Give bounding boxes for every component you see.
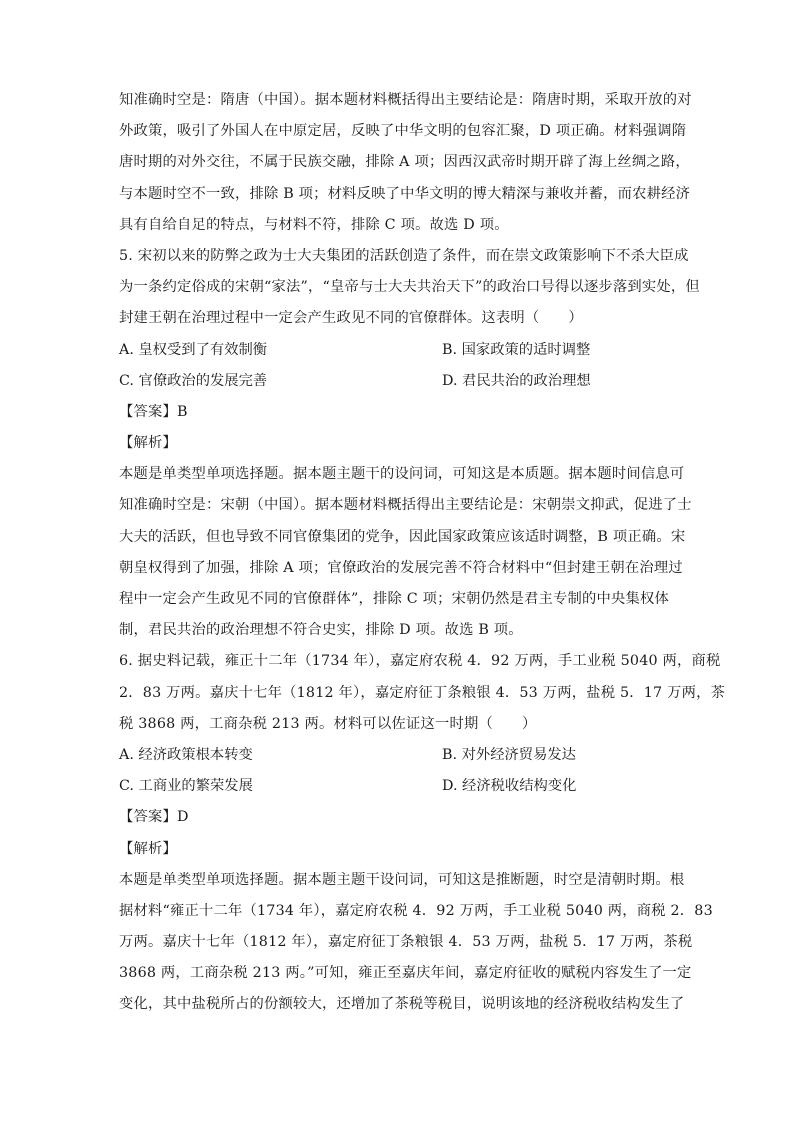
- analysis-line: 3868 两，工商杂税 213 两。”可知，雍正至嘉庆年间，嘉定府征收的赋税内容发生了一定: [119, 965, 692, 982]
- analysis-line: 本题是单类型单项选择题。据本题主题干的设问词，可知这是本质题。据本题时间信息可: [119, 466, 685, 483]
- option-a: A. 皇权受到了有效制衡: [119, 341, 268, 358]
- options-row: [119, 740, 679, 771]
- question-stem: 2．83 万两。嘉庆十七年（1812 年），嘉定府征丁条粮银 4．53 万两，盐税 5．17 万两，茶: [119, 684, 726, 701]
- analysis-label: 【解析】: [119, 840, 177, 857]
- page-content: [119, 85, 726, 1021]
- analysis-line: 程中一定会产生政见不同的官僚群体”，排除 C 项；宋朝仍然是君主专制的中央集权体: [119, 591, 670, 607]
- analysis-line: 据材料“雍正十二年（1734 年），嘉定府农税 4．92 万两，手工业税 5040 两，商税 2．83: [119, 902, 713, 919]
- options-row: [119, 366, 679, 397]
- question-stem: 税 3868 两，工商杂税 213 两。材料可以佐证这一时期（ ）: [119, 715, 537, 732]
- analysis-line: 大夫的活跃，但也导致不同官僚集团的党争，因此国家政策应该适时调整，B 项正确。宋: [119, 528, 686, 545]
- option-b: B. 国家政策的适时调整: [442, 341, 591, 358]
- answer-label: 【答案】B: [119, 403, 188, 420]
- answer-label: 【答案】D: [119, 809, 189, 826]
- question-stem: 为一条约定俗成的宋朝“家法”，“皇帝与士大夫共治天下”的政治口号得以逐步落到实处，但: [119, 279, 700, 296]
- text-line: 唐时期的对外交往，不属于民族交融，排除 A 项；因西汉武帝时期开辟了海上丝绸之路，: [119, 154, 690, 171]
- analysis-line: 万两。嘉庆十七年（1812 年），嘉定府征丁条粮银 4．53 万两，盐税 5．17 万两，茶税: [119, 934, 693, 951]
- analysis-line: 制，君民共治的政治理想不符合史实，排除 D 项。故选 B 项。: [119, 622, 523, 639]
- option-d: D. 经济税收结构变化: [442, 778, 577, 795]
- question-5: [119, 241, 700, 646]
- analysis-line: 知准确时空是：宋朝（中国）。据本题材料概括得出主要结论是：宋朝崇文抑武，促进了士: [119, 497, 692, 514]
- question-stem: 6. 据史料记载，雍正十二年（1734 年），嘉定府农税 4．92 万两，手工业税 5040 两，商税: [119, 653, 721, 670]
- q4-analysis-continued: [119, 85, 692, 241]
- question-stem: 5. 宋初以来的防弊之政为士大夫集团的活跃创造了条件，而在崇文政策影响下不杀大臣成: [119, 247, 689, 264]
- options-row: [119, 771, 679, 802]
- text-line: 知准确时空是：隋唐（中国）。据本题材料概括得出主要结论是：隋唐时期，采取开放的对: [119, 92, 692, 108]
- option-d: D. 君民共治的政治理想: [442, 372, 591, 389]
- option-c: C. 官僚政治的发展完善: [119, 372, 268, 389]
- text-line: 外政策，吸引了外国人在中原定居，反映了中华文明的包容汇聚，D 项正确。材料强调隋: [119, 123, 687, 140]
- option-c: C. 工商业的繁荣发展: [119, 778, 253, 795]
- question-stem: 封建王朝在治理过程中一定会产生政见不同的官僚群体。这表明（ ）: [119, 310, 583, 327]
- analysis-line: 本题是单类型单项选择题。据本题主题干设问词，可知这是推断题，时空是清朝时期。根: [119, 871, 685, 888]
- analysis-line: 变化，其中盐税所占的份额较大，还增加了茶税等税目，说明该地的经济税收结构发生了: [119, 996, 685, 1013]
- option-b: B. 对外经济贸易发达: [442, 746, 576, 763]
- analysis-line: 朝皇权得到了加强，排除 A 项；官僚政治的发展完善不符合材料中“但封建王朝在治理过: [119, 559, 683, 576]
- text-line: 与本题时空不一致，排除 B 项；材料反映了中华文明的博大精深与兼收并蓄，而农耕经济: [119, 185, 691, 202]
- question-6: [119, 646, 726, 1020]
- option-a: A. 经济政策根本转变: [119, 746, 253, 763]
- options-row: [119, 335, 679, 366]
- text-line: 具有自给自足的特点，与材料不符，排除 C 项。故选 D 项。: [119, 216, 509, 233]
- analysis-label: 【解析】: [119, 435, 177, 452]
